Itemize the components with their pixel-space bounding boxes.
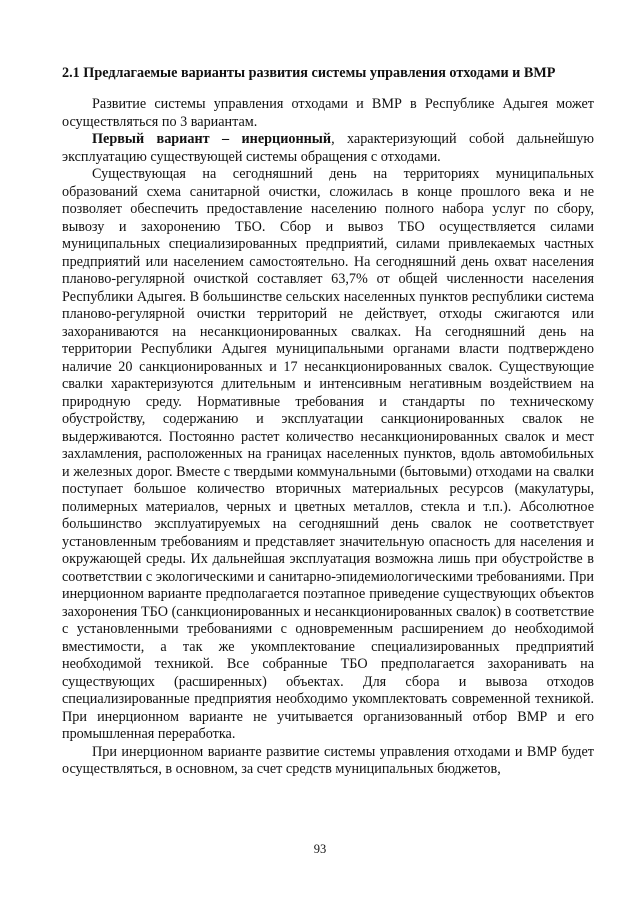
- paragraph-4-text: При инерционном варианте развитие системы управления отходами и ВМР будет осуществляться, в основном, за счет средств муниципальных бюджетов,: [62, 743, 594, 777]
- paragraph-1: [62, 96, 594, 131]
- paragraph-1-text: Развитие системы управления отходами и ВМР в Республике Адыгея может осуществляться по 3 вариантам.: [62, 96, 594, 130]
- body-text: [62, 96, 594, 779]
- section-heading: 2.1 Предлагаемые варианты развития системы управления отходами и ВМР: [62, 65, 556, 81]
- paragraph-3: [62, 166, 594, 744]
- paragraph-3-text: Существующая на сегодняшний день на территориях муниципальных образований схема санитарной очистки, сложилась в конце прошлого века и не позволяет обеспечить предоставление населению полного набора услуг по сбору, вывозу и захоронению ТБО. Сбор и вывоз ТБО осуществляется силами муниципальных специализированных предприятий, силами привлекаемых частных предприятий или населением самостоятельно. На сегодняшний день охват населения планово-регулярной очисткой составляет 63,7% от общей численности населения Республики Адыгея. В большинстве сельских населенных пунктов республики система планово-регулярной очистки территорий не действует, отходы сжигаются или захораниваются на несанкционированных свалках. На сегодняшний день на территории Республики Адыгея муниципальными органами власти подтверждено наличие 20 санкционированных и 17 несанкционированных свалок. Существующие свалки характеризуются длительным и интенсивным негативным воздействием на природную среду. Нормативные требования и стандарты по техническому обустройству, содержанию и эксплуатации санкционированных свалок не выдерживаются. Постоянно растет количество несанкционированных свалок и мест захламления, расположенных на границах населенных пунктов, вдоль автомобильных и железных дорог. Вместе с твердыми коммунальными (бытовыми) отходами на свалки поступает большое количество вторичных материальных ресурсов (макулатуры, полимерных материалов, черных и цветных металлов, стекла и т.п.). Абсолютное большинство эксплуатируемых на сегодняшний день свалок не соответствует установленным требованиям и представляет значительную опасность для населения и окружающей среды. Их дальнейшая эксплуатация возможна лишь при обустройстве в соответствии с экологическими и санитарно-эпидемиологическими требованиями. При инерционном варианте предполагается поэтапное приведение существующих объектов захоронения ТБО (санкционированных и несанкционированных свалок) в соответствие с установленными требованиями с одновременным расширением до необходимой вместимости, а так же укомплектование специализированных предприятий необходимой техникой. Все собранные ТБО предполагается захоранивать на существующих (расширенных) объектах. Для сбора и вывоза отходов специализированные предприятия необходимо укомплектовать современной техникой. При инерционном варианте не учитывается организованный отбор ВМР и его промышленная переработка.: [62, 166, 594, 742]
- paragraph-2-text: , характеризующий собой дальнейшую эксплуатацию существующей системы обращения с отходами.: [62, 131, 594, 165]
- paragraph-4: [62, 744, 594, 779]
- paragraph-2: [62, 131, 594, 166]
- page-number: 93: [313, 842, 327, 856]
- paragraph-2-lead: Первый вариант – инерционный: [92, 131, 332, 147]
